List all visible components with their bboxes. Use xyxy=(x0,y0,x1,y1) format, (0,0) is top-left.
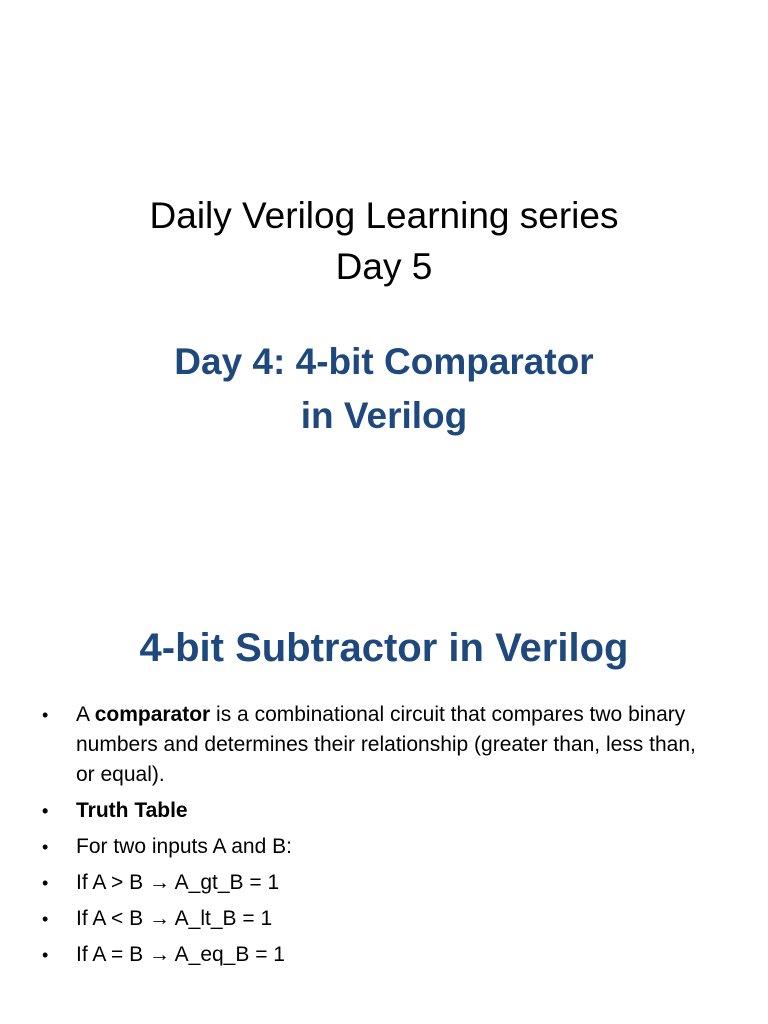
bullet-item-inputs xyxy=(42,832,702,862)
slide-title xyxy=(0,190,768,292)
bullet-item-greater xyxy=(42,868,702,898)
bullet-text: Truth Table xyxy=(76,799,188,822)
subtitle-line-1: Day 4: 4-bit Comparator xyxy=(174,341,594,382)
bullet-marker: • xyxy=(42,873,49,893)
bullet-item-less xyxy=(42,904,702,934)
slide-subtitle xyxy=(0,335,768,443)
bullet-marker: • xyxy=(42,945,49,965)
bullet-text: For two inputs A and B: xyxy=(76,835,292,858)
title-line-2: Day 5 xyxy=(335,246,433,287)
bullet-list xyxy=(42,700,702,976)
bullet-text-prefix: A xyxy=(76,703,95,726)
section-heading: 4-bit Subtractor in Verilog xyxy=(139,626,629,670)
bullet-item-truth-table xyxy=(42,796,702,826)
bullet-item-definition xyxy=(42,700,702,790)
bullet-marker: • xyxy=(42,837,49,857)
bullet-text-bold-term: comparator xyxy=(94,703,211,726)
bullet-text-rest: is a combinational circuit that compares two binary numbers and determines their relationship (greater than, less than, or equal). xyxy=(76,703,696,786)
bullet-marker: • xyxy=(42,801,49,821)
bullet-text: If A > B → A_gt_B = 1 xyxy=(76,871,280,894)
bullet-text: If A = B → A_eq_B = 1 xyxy=(76,943,285,966)
bullet-marker: • xyxy=(42,909,49,929)
subtitle-line-2: in Verilog xyxy=(300,395,468,436)
title-line-1: Daily Verilog Learning series xyxy=(149,195,619,236)
bullet-item-equal xyxy=(42,940,702,970)
bullet-text: If A < B → A_lt_B = 1 xyxy=(76,907,273,930)
bullet-marker: • xyxy=(42,705,49,725)
